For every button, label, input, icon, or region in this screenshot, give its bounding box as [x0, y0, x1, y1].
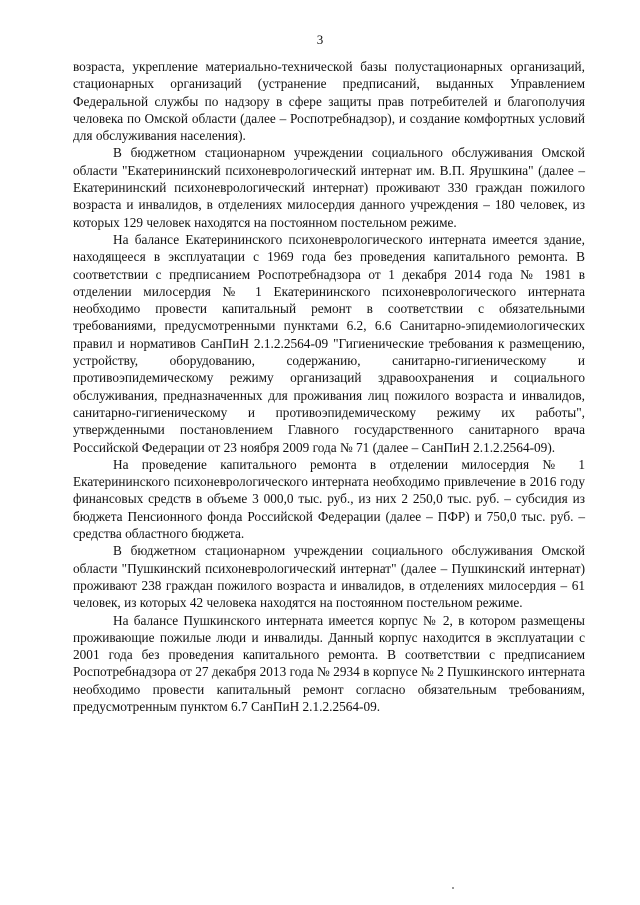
paragraph-continuation: возраста, укрепление материально-технической базы полустационарных организаций, стационарных организаций (устранение предписаний, выданных Управлением Федеральной службы по надзору в сфере защиты прав потребителей и благополучия человека по Омской области (далее – Роспотребнадзор), и создание комфортных условий для обслуживания населения).: [73, 59, 585, 144]
paragraph-ekaterininsky-building: На балансе Екатерининского психоневрологического интерната имеется здание, находящееся в эксплуатации с 1969 года без проведения капитального ремонта. В соответствии с предписанием Роспотребнадзора от 1 декабря 2014 года № 1981 в отделении милосердия № 1 Екатерининского психоневрологического интерната необходимо провести капитальный ремонт в соответствии с обязательными требованиями, предусмотренными пунктами 6.2, 6.6 Санитарно-эпидемиологических правил и нормативов СанПиН 2.1.2.2564-09 "Гигиенические требования к размещению, устройству, оборудованию, содержанию, санитарно-гигиеническому и противоэпидемическому режиму организаций здравоохранения и социального обслуживания, предназначенных для проживания лиц пожилого возраста и инвалидов, санитарно-гигиеническому и противоэпидемическому режиму их работы", утвержденными постановлением Главного государственного санитарного врача Российской Федерации от 23 ноября 2009 года № 71 (далее – СанПиН 2.1.2.2564-09).: [73, 231, 585, 455]
paragraph-repair-funding: На проведение капитального ремонта в отделении милосердия № 1 Екатерининского психоневрологического интерната необходимо привлечение в 2016 году финансовых средств в объеме 3 000,0 тыс. руб., из них 2 250,0 тыс. руб. – субсидия из бюджета Пенсионного фонда Российской Федерации (далее – ПФР) и 750,0 тыс. руб. – средства областного бюджета.: [73, 456, 585, 542]
scan-artifact-dot: [452, 887, 454, 889]
page-number: 3: [316, 32, 324, 47]
paragraph-pushkinsky-building: На балансе Пушкинского интерната имеется корпус № 2, в котором размещены проживающие пожилые люди и инвалиды. Данный корпус находится в эксплуатации с 2001 года без проведения капитального ремонта. В соответствии с предписанием Роспотребнадзора от 27 декабря 2013 года № 2934 в корпусе № 2 Пушкинского интерната необходимо провести капитальный ремонт согласно обязательным требованиям, предусмотренным пунктом 6.7 СанПиН 2.1.2.2564-09.: [73, 612, 585, 714]
document-body: [73, 58, 585, 715]
paragraph-ekaterininsky-residents: В бюджетном стационарном учреждении социального обслуживания Омской области "Екатерининский психоневрологический интернат им. В.П. Ярушкина" (далее – Екатерининский психоневрологический интернат) проживают 330 граждан пожилого возраста и инвалидов, в отделениях милосердия данного учреждения – 180 человек, из которых 129 человек находятся на постоянном постельном режиме.: [73, 145, 585, 230]
paragraph-pushkinsky-residents: В бюджетном стационарном учреждении социального обслуживания Омской области "Пушкинский психоневрологический интернат" (далее – Пушкинский интернат) проживают 238 граждан пожилого возраста и инвалидов, в отделениях милосердия – 61 человек, из которых 42 человека находятся на постоянном постельном режиме.: [73, 543, 585, 611]
